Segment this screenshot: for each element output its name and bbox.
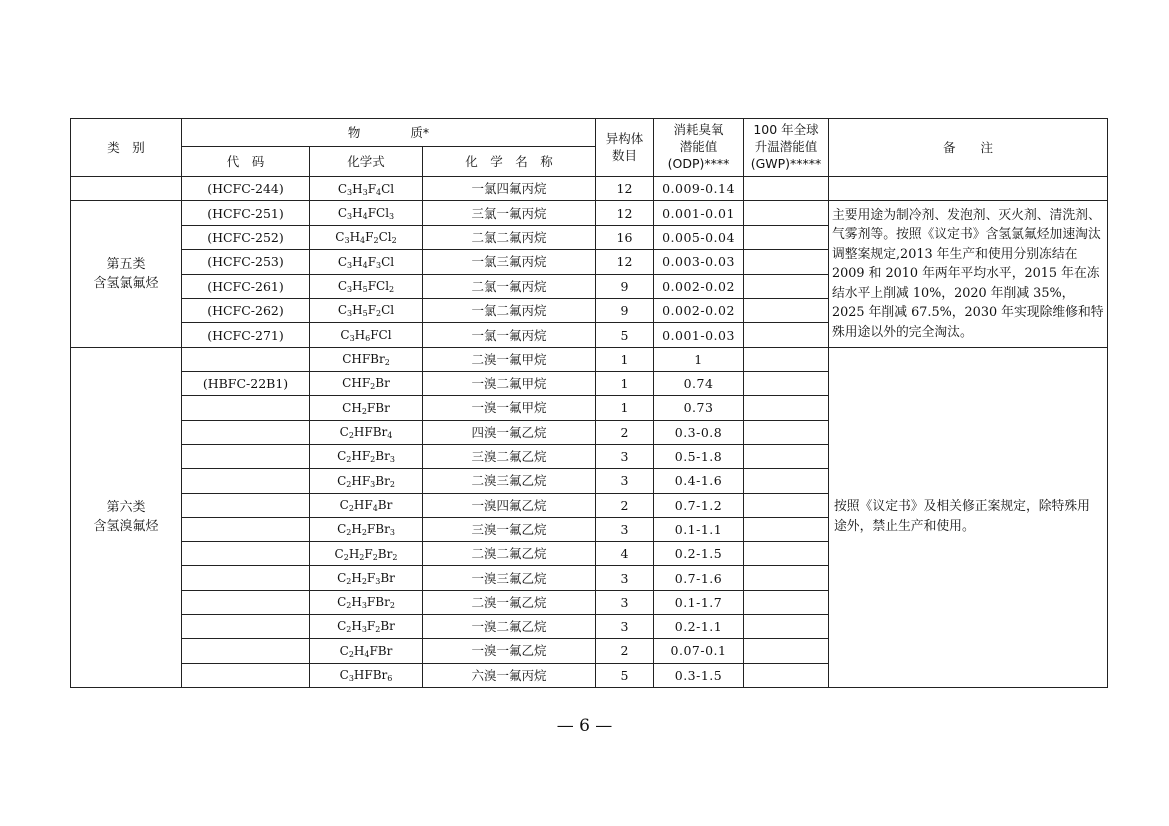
formula-subscript: 3 (362, 187, 368, 197)
formula-subscript: 2 (348, 431, 354, 441)
table-row (71, 347, 1108, 371)
header-odp (654, 119, 744, 177)
gwp-cell (744, 566, 829, 590)
odp-cell: 0.1-1.1 (654, 517, 744, 541)
formula-subscript: 2 (346, 625, 352, 635)
formula-subscript: 3 (361, 625, 367, 635)
formula-element: H (352, 254, 363, 269)
formula-element: FBr (366, 522, 390, 537)
formula-cell (310, 323, 423, 347)
formula-element: Br (380, 570, 395, 585)
formula-subscript: 4 (362, 211, 368, 221)
name-cell: 三溴一氟乙烷 (423, 517, 596, 541)
header-category: 类 别 (71, 119, 182, 177)
isomer-cell: 4 (596, 542, 654, 566)
code-cell (182, 639, 310, 663)
formula-element: F (366, 570, 376, 585)
name-cell: 二溴一氟乙烷 (423, 590, 596, 614)
formula-cell (310, 420, 423, 444)
formula-cell (310, 225, 423, 249)
gwp-cell (744, 177, 829, 201)
odp-cell: 0.4-1.6 (654, 469, 744, 493)
gwp-cell (744, 663, 829, 687)
isomer-cell: 1 (596, 396, 654, 420)
formula-element: CHF (342, 376, 371, 391)
name-cell: 二溴三氟乙烷 (423, 469, 596, 493)
formula-element: C (337, 619, 347, 634)
isomer-cell: 5 (596, 663, 654, 687)
page-number: — 6 — (556, 716, 613, 736)
name-cell: 一氯一氟丙烷 (423, 323, 596, 347)
formula-element: H (351, 570, 362, 585)
odp-cell: 0.7-1.6 (654, 566, 744, 590)
formula-element: H (352, 205, 363, 220)
code-cell: (HCFC-251) (182, 201, 310, 225)
formula-subscript: 2 (346, 455, 352, 465)
formula-subscript: 3 (344, 236, 350, 246)
header-row-1 (71, 119, 1108, 147)
formula-element: H (352, 303, 363, 318)
formula-element: H (349, 230, 361, 245)
remarks-cell: 按照《议定书》及相关修正案规定，除特殊用途外，禁止生产和使用。 (829, 347, 1108, 687)
formula-subscript: 3 (347, 260, 353, 270)
gwp-cell (744, 444, 829, 468)
formula-subscript: 2 (348, 503, 354, 513)
code-cell (182, 566, 310, 590)
gwp-cell (744, 542, 829, 566)
name-cell: 一溴四氟乙烷 (423, 493, 596, 517)
formula-cell (310, 347, 423, 371)
formula-subscript: 3 (375, 576, 381, 586)
isomer-cell: 3 (596, 444, 654, 468)
formula-subscript: 2 (359, 552, 365, 562)
formula-subscript: 3 (347, 309, 353, 319)
formula-element: HFBr (353, 425, 388, 440)
formula-element: C (337, 449, 347, 464)
category-line1: 第六类 (106, 499, 146, 515)
formula-subscript: 5 (362, 309, 368, 319)
isomer-cell: 3 (596, 469, 654, 493)
formula-element: FBr (366, 400, 390, 415)
code-cell (182, 444, 310, 468)
formula-element: H (354, 327, 366, 342)
formula-cell (310, 372, 423, 396)
formula-cell (310, 615, 423, 639)
formula-subscript: 3 (349, 333, 355, 343)
name-cell: 四溴一氟乙烷 (423, 420, 596, 444)
formula-element: C (337, 181, 348, 196)
formula-element: CH (342, 400, 362, 415)
gwp-cell (744, 250, 829, 274)
formula-cell (310, 177, 423, 201)
formula-subscript: 5 (362, 285, 368, 295)
table-body (71, 177, 1108, 688)
code-cell (182, 493, 310, 517)
name-cell: 一溴一氟乙烷 (423, 639, 596, 663)
name-cell: 二氯二氟丙烷 (423, 225, 596, 249)
formula-subscript: 3 (370, 479, 376, 489)
formula-subscript: 2 (343, 552, 349, 562)
odp-cell: 0.2-1.5 (654, 542, 744, 566)
formula-subscript: 4 (364, 649, 370, 659)
isomer-cell: 3 (596, 615, 654, 639)
header-gwp-line2: 升温潜能值 (754, 139, 818, 155)
formula-subscript: 2 (372, 552, 378, 562)
formula-element: C (339, 497, 349, 512)
name-cell: 一溴一氟甲烷 (423, 396, 596, 420)
formula-subscript: 2 (384, 358, 390, 368)
formula-subscript: 2 (361, 406, 367, 416)
isomer-cell: 12 (596, 201, 654, 225)
formula-element: C (335, 230, 345, 245)
formula-element: F (367, 181, 377, 196)
isomer-cell: 1 (596, 372, 654, 396)
code-cell (182, 517, 310, 541)
formula-cell (310, 590, 423, 614)
header-substance: 物 质* (182, 119, 596, 147)
category-cell-empty (71, 177, 182, 201)
formula-element: F (367, 303, 377, 318)
odp-cell: 0.1-1.7 (654, 590, 744, 614)
name-cell: 一溴二氟乙烷 (423, 615, 596, 639)
gwp-cell (744, 590, 829, 614)
formula-subscript: 4 (372, 503, 378, 513)
isomer-cell: 3 (596, 517, 654, 541)
formula-element: FCl (370, 327, 392, 342)
formula-element: HF (351, 473, 371, 488)
code-cell (182, 663, 310, 687)
formula-subscript: 2 (361, 528, 367, 538)
formula-cell (310, 517, 423, 541)
gwp-cell (744, 469, 829, 493)
header-remarks: 备 注 (829, 119, 1108, 177)
formula-element: H (351, 595, 362, 610)
isomer-cell: 1 (596, 347, 654, 371)
controlled-substances-table (70, 118, 1108, 688)
formula-subscript: 3 (389, 211, 395, 221)
formula-subscript: 3 (347, 211, 353, 221)
isomer-cell: 9 (596, 298, 654, 322)
name-cell: 三氯一氟丙烷 (423, 201, 596, 225)
formula-element: HF (353, 497, 373, 512)
formula-element: HFBr (353, 668, 388, 683)
code-cell (182, 420, 310, 444)
gwp-cell (744, 347, 829, 371)
formula-subscript: 3 (361, 601, 367, 611)
odp-cell: 0.003-0.03 (654, 250, 744, 274)
table-row (71, 177, 1108, 201)
code-cell: (HCFC-252) (182, 225, 310, 249)
code-cell (182, 347, 310, 371)
isomer-cell: 12 (596, 250, 654, 274)
isomer-cell: 12 (596, 177, 654, 201)
formula-element: H (348, 546, 360, 561)
gwp-cell (744, 225, 829, 249)
name-cell: 一氯四氟丙烷 (423, 177, 596, 201)
formula-element: C (337, 254, 348, 269)
header-gwp-line1: 100 年全球 (753, 122, 819, 138)
formula-subscript: 2 (375, 625, 381, 635)
header-chem-name: 化 学 名 称 (423, 147, 596, 177)
formula-element: C (334, 546, 344, 561)
formula-element: Br (375, 473, 390, 488)
odp-cell: 0.73 (654, 396, 744, 420)
gwp-cell (744, 639, 829, 663)
gwp-cell (744, 201, 829, 225)
formula-element: H (352, 279, 363, 294)
formula-subscript: 4 (376, 187, 382, 197)
formula-element: F (367, 254, 377, 269)
code-cell (182, 615, 310, 639)
formula-element: C (337, 205, 348, 220)
formula-element: F (365, 230, 374, 245)
formula-cell (310, 274, 423, 298)
formula-element: C (339, 668, 349, 683)
formula-subscript: 2 (346, 479, 352, 489)
gwp-cell (744, 323, 829, 347)
formula-subscript: 6 (387, 674, 393, 684)
formula-subscript: 2 (376, 309, 382, 319)
formula-subscript: 2 (346, 576, 352, 586)
formula-cell (310, 469, 423, 493)
formula-element: Cl (381, 181, 395, 196)
odp-cell: 0.5-1.8 (654, 444, 744, 468)
odp-cell: 0.001-0.01 (654, 201, 744, 225)
formula-subscript: 2 (389, 601, 395, 611)
formula-element: F (366, 619, 376, 634)
name-cell: 一溴二氟甲烷 (423, 372, 596, 396)
name-cell: 二氯一氟丙烷 (423, 274, 596, 298)
name-cell: 三溴二氟乙烷 (423, 444, 596, 468)
formula-subscript: 2 (361, 576, 367, 586)
isomer-cell: 2 (596, 639, 654, 663)
formula-element: Br (375, 449, 390, 464)
odp-cell: 0.07-0.1 (654, 639, 744, 663)
formula-element: C (337, 570, 347, 585)
code-cell: (HCFC-271) (182, 323, 310, 347)
formula-element: C (340, 327, 350, 342)
gwp-cell (744, 396, 829, 420)
isomer-cell: 16 (596, 225, 654, 249)
formula-cell (310, 639, 423, 663)
formula-element: HF (351, 449, 371, 464)
formula-subscript: 3 (389, 455, 395, 465)
formula-element: Br (377, 546, 393, 561)
odp-cell: 0.3-1.5 (654, 663, 744, 687)
name-cell: 二溴一氟甲烷 (423, 347, 596, 371)
header-odp-line3: (ODP)**** (667, 155, 730, 171)
odp-cell: 0.2-1.1 (654, 615, 744, 639)
formula-cell (310, 201, 423, 225)
formula-element: FBr (366, 595, 390, 610)
formula-element: C (337, 303, 348, 318)
formula-subscript: 3 (376, 260, 382, 270)
isomer-cell: 3 (596, 566, 654, 590)
code-cell: (HCFC-262) (182, 298, 310, 322)
formula-subscript: 2 (373, 236, 379, 246)
formula-element: H (352, 181, 363, 196)
code-cell: (HCFC-253) (182, 250, 310, 274)
isomer-cell: 3 (596, 590, 654, 614)
category-cell (71, 201, 182, 347)
header-formula: 化学式 (310, 147, 423, 177)
formula-element: CHFBr (342, 352, 385, 367)
odp-cell: 0.005-0.04 (654, 225, 744, 249)
name-cell: 一氯三氟丙烷 (423, 250, 596, 274)
formula-subscript: 2 (389, 285, 395, 295)
formula-subscript: 2 (391, 236, 397, 246)
odp-cell: 0.001-0.03 (654, 323, 744, 347)
formula-element: Cl (381, 303, 395, 318)
formula-subscript: 3 (347, 187, 353, 197)
gwp-cell (744, 372, 829, 396)
header-odp-line1: 消耗臭氧 (673, 122, 724, 138)
odp-cell: 0.009-0.14 (654, 177, 744, 201)
category-cell (71, 347, 182, 687)
formula-element: C (337, 595, 347, 610)
formula-subscript: 2 (389, 479, 395, 489)
gwp-cell (744, 493, 829, 517)
formula-cell (310, 542, 423, 566)
formula-subscript: 3 (389, 528, 395, 538)
formula-element: Cl (381, 254, 395, 269)
isomer-cell: 2 (596, 420, 654, 444)
remarks-cell: 主要用途为制冷剂、发泡剂、灭火剂、清洗剂、气雾剂等。按照《议定书》含氢氯氟烃加速淘汰调整案规定,2013 年生产和使用分别冻结在 2009 和 2010 年两年平均水平，2015 年在冻结水平上削减 10%，2020 年削减 35%，2025 年削减 67.5%，2030 年实现除维修和特殊用途以外的完全淘汰。 (829, 201, 1108, 347)
header-code: 代 码 (182, 147, 310, 177)
formula-element: C (339, 425, 349, 440)
gwp-cell (744, 274, 829, 298)
formula-element: C (337, 473, 347, 488)
header-gwp-line3: (GWP)***** (750, 155, 822, 171)
category-line1: 第五类 (106, 256, 146, 272)
formula-element: C (339, 643, 349, 658)
formula-element: F (364, 546, 373, 561)
isomer-cell: 9 (596, 274, 654, 298)
odp-cell: 0.002-0.02 (654, 298, 744, 322)
category-line2: 含氢溴氟烃 (93, 519, 159, 535)
formula-element: FBr (369, 643, 393, 658)
formula-subscript: 2 (392, 552, 398, 562)
odp-cell: 0.7-1.2 (654, 493, 744, 517)
formula-subscript: 3 (347, 285, 353, 295)
table-row (71, 201, 1108, 225)
formula-cell (310, 663, 423, 687)
formula-cell (310, 250, 423, 274)
code-cell (182, 542, 310, 566)
name-cell: 一氯二氟丙烷 (423, 298, 596, 322)
code-cell (182, 590, 310, 614)
header-odp-line2: 潜能值 (679, 139, 718, 155)
name-cell: 二溴二氟乙烷 (423, 542, 596, 566)
formula-subscript: 2 (370, 382, 376, 392)
code-cell: (HCFC-261) (182, 274, 310, 298)
formula-subscript: 2 (346, 528, 352, 538)
code-cell: (HCFC-244) (182, 177, 310, 201)
header-isomers-text: 异构体数目 (605, 130, 644, 163)
formula-element: H (351, 619, 362, 634)
gwp-cell (744, 420, 829, 444)
formula-subscript: 2 (346, 601, 352, 611)
isomer-cell: 5 (596, 323, 654, 347)
header-gwp (744, 119, 829, 177)
gwp-cell (744, 298, 829, 322)
formula-element: H (353, 643, 365, 658)
remarks-cell-empty (829, 177, 1108, 201)
formula-element: C (337, 279, 348, 294)
formula-subscript: 4 (360, 236, 366, 246)
formula-subscript: 2 (348, 649, 354, 659)
formula-cell (310, 396, 423, 420)
odp-cell: 0.3-0.8 (654, 420, 744, 444)
formula-subscript: 3 (348, 674, 354, 684)
substance-table-container (70, 118, 1107, 688)
gwp-cell (744, 517, 829, 541)
code-cell (182, 469, 310, 493)
formula-element: Cl (378, 230, 392, 245)
formula-cell (310, 298, 423, 322)
formula-cell (310, 444, 423, 468)
category-line2: 含氢氯氟烃 (93, 276, 159, 292)
formula-element: Br (377, 497, 393, 512)
formula-element: C (337, 522, 347, 537)
formula-cell (310, 493, 423, 517)
name-cell: 六溴一氟丙烷 (423, 663, 596, 687)
formula-subscript: 4 (387, 431, 393, 441)
formula-element: Br (375, 376, 390, 391)
name-cell: 一溴三氟乙烷 (423, 566, 596, 590)
isomer-cell: 2 (596, 493, 654, 517)
code-cell: (HBFC-22B1) (182, 372, 310, 396)
odp-cell: 0.002-0.02 (654, 274, 744, 298)
formula-element: FCl (367, 205, 390, 220)
odp-cell: 1 (654, 347, 744, 371)
formula-subscript: 4 (362, 260, 368, 270)
formula-subscript: 2 (370, 455, 376, 465)
gwp-cell (744, 615, 829, 639)
formula-element: FCl (367, 279, 390, 294)
formula-element: H (351, 522, 362, 537)
formula-element: Br (380, 619, 395, 634)
formula-cell (310, 566, 423, 590)
formula-subscript: 6 (365, 333, 371, 343)
odp-cell: 0.74 (654, 372, 744, 396)
header-isomers (596, 119, 654, 177)
code-cell (182, 396, 310, 420)
